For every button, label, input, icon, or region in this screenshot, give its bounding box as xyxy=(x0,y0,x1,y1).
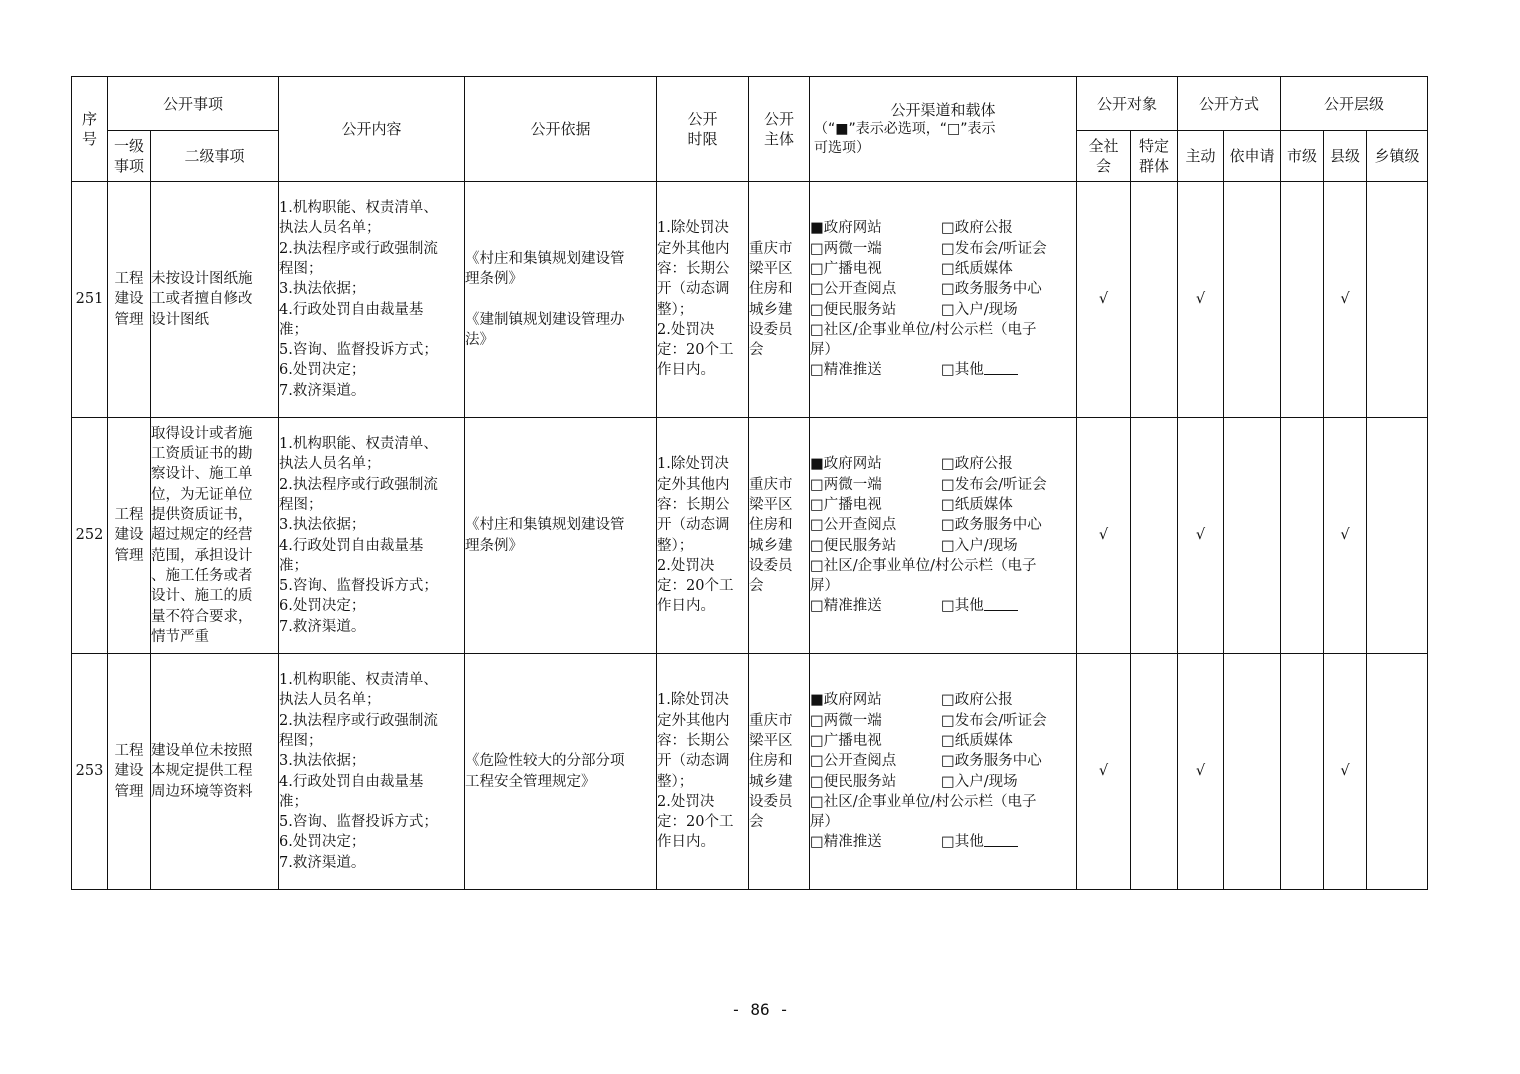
header-target-group-line-1: 特定 xyxy=(1139,137,1170,155)
content-line: 5.咨询、监督投诉方式； xyxy=(279,814,438,831)
level2-line: 建设单位未按照 xyxy=(151,743,253,760)
subject-line: 城乡建 xyxy=(749,773,793,790)
subject-line: 住房和 xyxy=(749,753,793,770)
channel-option: □发布会/听证会 xyxy=(941,240,1047,257)
check-target-all: √ xyxy=(1077,654,1131,890)
deadline-line: 作日内。 xyxy=(657,598,716,615)
level2-line: 工资质证书的勘 xyxy=(151,446,253,463)
header-level-town: 乡镇级 xyxy=(1367,131,1428,182)
level1-line: 工程 xyxy=(114,743,144,760)
content-line: 5.咨询、监督投诉方式； xyxy=(279,342,438,359)
content-line: 5.咨询、监督投诉方式； xyxy=(279,578,438,595)
content-line: 6.处罚决定； xyxy=(279,834,366,851)
row-content xyxy=(279,418,465,654)
channel-option-row xyxy=(810,596,1076,616)
content-line: 1.机构职能、权责清单、 xyxy=(279,672,438,689)
level2-line: 情节严重 xyxy=(151,628,209,645)
check-level-town xyxy=(1367,418,1428,654)
row-basis xyxy=(465,654,657,890)
channel-option-row xyxy=(810,832,1076,852)
header-level1 xyxy=(108,131,151,182)
content-line: 4.行政处罚自由裁量基 xyxy=(279,773,424,790)
channel-option-row xyxy=(810,772,1076,792)
deadline-line: 1.除处罚决 xyxy=(657,220,729,237)
header-channels-title: 公开渠道和载体 xyxy=(890,101,996,119)
subject-line: 住房和 xyxy=(749,281,793,298)
content-line: 3.执法依据； xyxy=(279,281,366,298)
content-line: 3.执法依据； xyxy=(279,517,366,534)
level2-line: 设计图纸 xyxy=(151,311,209,328)
level1-line: 工程 xyxy=(114,271,144,288)
channel-option: □其他 xyxy=(941,834,984,851)
content-line: 程图； xyxy=(279,496,323,513)
channel-option: □发布会/听证会 xyxy=(941,476,1047,493)
level1-line: 管理 xyxy=(114,547,144,564)
header-target-all-line-2: 会 xyxy=(1096,157,1112,175)
content-line: 4.行政处罚自由裁量基 xyxy=(279,301,424,318)
level2-line: 未按设计图纸施 xyxy=(151,271,253,288)
table-row xyxy=(72,654,1428,890)
channel-option: □发布会/听证会 xyxy=(941,712,1047,729)
level1-line: 建设 xyxy=(114,763,144,780)
content-line: 程图； xyxy=(279,732,323,749)
channel-option: □政务服务中心 xyxy=(941,517,1042,534)
header-basis: 公开依据 xyxy=(465,77,657,182)
row-subject xyxy=(749,654,810,890)
deadline-line: 定：20个工 xyxy=(657,578,734,595)
channel-option: □两微一端 xyxy=(810,240,882,257)
deadline-line: 2.处罚决 xyxy=(657,557,715,574)
header-method: 公开方式 xyxy=(1178,77,1281,131)
check-level-town xyxy=(1367,182,1428,418)
subject-line: 梁平区 xyxy=(749,732,793,749)
channel-option: □公开查阅点 xyxy=(810,281,897,298)
check-method-apply xyxy=(1224,182,1281,418)
channel-option: □便民服务站 xyxy=(810,773,897,790)
table-body xyxy=(72,182,1428,890)
header-subject-line-2: 主体 xyxy=(764,130,795,148)
row-seq: 251 xyxy=(72,182,108,418)
channel-option-row xyxy=(810,731,1076,751)
header-target-group-line-2: 群体 xyxy=(1139,157,1170,175)
content-line: 执法人员名单； xyxy=(279,456,381,473)
level1-line: 工程 xyxy=(114,507,144,524)
header-level: 公开层级 xyxy=(1281,77,1428,131)
deadline-line: 定：20个工 xyxy=(657,342,734,359)
channel-option-row xyxy=(810,218,1076,238)
basis-line: 《村庄和集镇规划建设管 xyxy=(465,517,625,534)
subject-line: 梁平区 xyxy=(749,496,793,513)
check-level-city xyxy=(1281,418,1324,654)
content-line: 2.执法程序或行政强制流 xyxy=(279,476,438,493)
channel-option: □纸质媒体 xyxy=(941,496,1013,513)
deadline-line: 容：长期公 xyxy=(657,260,730,277)
level1-line: 建设 xyxy=(114,527,144,544)
deadline-line: 开（动态调 xyxy=(657,281,730,298)
level2-line: 本规定提供工程 xyxy=(151,763,253,780)
header-level1-line-1: 一级 xyxy=(113,137,144,155)
header-level-city: 市级 xyxy=(1281,131,1324,182)
row-level1 xyxy=(108,418,151,654)
content-line: 6.处罚决定； xyxy=(279,598,366,615)
channel-option: 屏） xyxy=(810,814,840,831)
header-seq-line-2: 号 xyxy=(81,130,97,148)
channel-option: □入户/现场 xyxy=(941,301,1018,318)
channel-option: □社区/企事业单位/村公示栏（电子 xyxy=(810,793,1037,810)
channel-option: □广播电视 xyxy=(810,732,882,749)
channel-option: □入户/现场 xyxy=(941,773,1018,790)
channel-option: □两微一端 xyxy=(810,476,882,493)
level2-line: 周边环境等资料 xyxy=(151,783,253,800)
check-target-group xyxy=(1131,654,1178,890)
row-content xyxy=(279,654,465,890)
deadline-line: 2.处罚决 xyxy=(657,793,715,810)
header-deadline xyxy=(657,77,749,182)
channel-option: □便民服务站 xyxy=(810,537,897,554)
subject-line: 设委员 xyxy=(749,321,793,338)
check-level-county: √ xyxy=(1324,654,1367,890)
channel-option: □两微一端 xyxy=(810,712,882,729)
content-line: 4.行政处罚自由裁量基 xyxy=(279,537,424,554)
deadline-line: 容：长期公 xyxy=(657,496,730,513)
deadline-line: 开（动态调 xyxy=(657,517,730,534)
channel-option: □入户/现场 xyxy=(941,537,1018,554)
check-method-active: √ xyxy=(1178,654,1224,890)
table-row xyxy=(72,418,1428,654)
content-line: 准； xyxy=(279,321,309,338)
row-basis xyxy=(465,182,657,418)
channel-option-row xyxy=(810,536,1076,556)
row-level2 xyxy=(151,182,279,418)
header-channels-note-2: 可选项） xyxy=(814,140,871,156)
subject-line: 梁平区 xyxy=(749,260,793,277)
basis-line: 《危险性较大的分部分项 xyxy=(465,753,625,770)
header-seq-line-1: 序 xyxy=(81,110,97,128)
channel-option: □社区/企事业单位/村公示栏（电子 xyxy=(810,321,1037,338)
row-deadline xyxy=(657,654,749,890)
page-number: - 86 - xyxy=(731,1000,789,1019)
check-method-active: √ xyxy=(1178,182,1224,418)
channel-option: □广播电视 xyxy=(810,260,882,277)
row-seq: 252 xyxy=(72,418,108,654)
channel-option-row xyxy=(810,259,1076,279)
basis-line: 法》 xyxy=(465,331,495,348)
channel-option-row xyxy=(810,239,1076,259)
level1-line: 管理 xyxy=(114,311,144,328)
channel-option-row xyxy=(810,279,1076,299)
row-channels xyxy=(810,654,1077,890)
basis-line: 工程安全管理规定》 xyxy=(465,773,596,790)
header-seq xyxy=(72,77,108,182)
channel-option: □纸质媒体 xyxy=(941,732,1013,749)
check-level-city xyxy=(1281,182,1324,418)
header-level-county: 县级 xyxy=(1324,131,1367,182)
deadline-line: 开（动态调 xyxy=(657,753,730,770)
channel-option: □公开查阅点 xyxy=(810,517,897,534)
header-deadline-line-1: 公开 xyxy=(687,110,718,128)
row-level2 xyxy=(151,418,279,654)
channel-option: □精准推送 xyxy=(810,362,882,379)
channel-option: 屏） xyxy=(810,342,840,359)
header-items: 公开事项 xyxy=(108,77,279,131)
channel-option: □政务服务中心 xyxy=(941,281,1042,298)
row-level2 xyxy=(151,654,279,890)
header-channels-note-1: （“■”表示必选项，“□”表示 xyxy=(814,121,996,137)
channel-option-row xyxy=(810,515,1076,535)
header-deadline-line-2: 时限 xyxy=(687,130,718,148)
deadline-line: 1.除处罚决 xyxy=(657,456,729,473)
deadline-line: 作日内。 xyxy=(657,362,716,379)
channel-option-row xyxy=(810,751,1076,771)
row-deadline xyxy=(657,418,749,654)
table-row xyxy=(72,182,1428,418)
content-line: 2.执法程序或行政强制流 xyxy=(279,240,438,257)
check-target-all: √ xyxy=(1077,418,1131,654)
channel-option: ■政府网站 xyxy=(810,220,882,237)
level2-line: 超过规定的经营 xyxy=(151,527,253,544)
header-subject xyxy=(749,77,810,182)
level2-line: 设计、施工的质 xyxy=(151,588,253,605)
channel-option: □便民服务站 xyxy=(810,301,897,318)
content-line: 执法人员名单； xyxy=(279,692,381,709)
content-line: 执法人员名单； xyxy=(279,220,381,237)
header-target: 公开对象 xyxy=(1077,77,1178,131)
row-seq: 253 xyxy=(72,654,108,890)
deadline-line: 2.处罚决 xyxy=(657,321,715,338)
check-target-all: √ xyxy=(1077,182,1131,418)
header-method-active: 主动 xyxy=(1178,131,1224,182)
deadline-line: 定外其他内 xyxy=(657,240,730,257)
channel-option: □政府公报 xyxy=(941,220,1013,237)
channel-option-row xyxy=(810,690,1076,710)
row-channels xyxy=(810,418,1077,654)
channel-option: 屏） xyxy=(810,578,840,595)
content-line: 准； xyxy=(279,793,309,810)
header-target-group xyxy=(1131,131,1178,182)
channel-option: □公开查阅点 xyxy=(810,753,897,770)
subject-line: 会 xyxy=(749,578,764,595)
basis-line: 理条例》 xyxy=(465,271,524,288)
row-subject xyxy=(749,418,810,654)
subject-line: 重庆市 xyxy=(749,712,793,729)
header-target-all-line-1: 全社 xyxy=(1088,137,1119,155)
check-method-apply xyxy=(1224,418,1281,654)
content-line: 7.救济渠道。 xyxy=(279,382,366,399)
channel-option: ■政府网站 xyxy=(810,456,882,473)
content-line: 6.处罚决定； xyxy=(279,362,366,379)
channel-option: □政务服务中心 xyxy=(941,753,1042,770)
check-level-county: √ xyxy=(1324,182,1367,418)
channel-option-row xyxy=(810,711,1076,731)
channel-option: □广播电视 xyxy=(810,496,882,513)
check-method-apply xyxy=(1224,654,1281,890)
check-target-group xyxy=(1131,418,1178,654)
check-level-city xyxy=(1281,654,1324,890)
content-line: 7.救济渠道。 xyxy=(279,854,366,871)
channel-option-row xyxy=(810,495,1076,515)
level2-line: 提供资质证书， xyxy=(151,507,253,524)
deadline-line: 整）； xyxy=(657,773,694,790)
row-channels xyxy=(810,182,1077,418)
content-line: 1.机构职能、权责清单、 xyxy=(279,436,438,453)
channel-option: □社区/企事业单位/村公示栏（电子 xyxy=(810,557,1037,574)
level2-line: 工或者擅自修改 xyxy=(151,291,253,308)
level2-line: 察设计、施工单 xyxy=(151,466,253,483)
level2-line: 、施工任务或者 xyxy=(151,567,253,584)
subject-line: 会 xyxy=(749,814,764,831)
channel-option-row xyxy=(810,475,1076,495)
header-channels xyxy=(810,77,1077,182)
row-content xyxy=(279,182,465,418)
content-line: 3.执法依据； xyxy=(279,753,366,770)
channel-option: □其他 xyxy=(941,362,984,379)
header-method-apply: 依申请 xyxy=(1224,131,1281,182)
channel-option: ■政府网站 xyxy=(810,692,882,709)
level2-line: 取得设计或者施 xyxy=(151,425,253,442)
subject-line: 重庆市 xyxy=(749,476,793,493)
level1-line: 建设 xyxy=(114,291,144,308)
other-blank-line xyxy=(984,832,1018,847)
channel-option: □其他 xyxy=(941,598,984,615)
subject-line: 会 xyxy=(749,342,764,359)
deadline-line: 定外其他内 xyxy=(657,476,730,493)
deadline-line: 定外其他内 xyxy=(657,712,730,729)
content-line: 准； xyxy=(279,557,309,574)
subject-line: 设委员 xyxy=(749,793,793,810)
deadline-line: 作日内。 xyxy=(657,834,716,851)
content-line: 1.机构职能、权责清单、 xyxy=(279,200,438,217)
deadline-line: 定：20个工 xyxy=(657,814,734,831)
check-target-group xyxy=(1131,182,1178,418)
subject-line: 城乡建 xyxy=(749,301,793,318)
level2-line: 范围，承担设计 xyxy=(151,547,253,564)
other-blank-line xyxy=(984,596,1018,611)
deadline-line: 容：长期公 xyxy=(657,732,730,749)
content-line: 2.执法程序或行政强制流 xyxy=(279,712,438,729)
channel-option: □政府公报 xyxy=(941,456,1013,473)
content-line: 程图； xyxy=(279,260,323,277)
level1-line: 管理 xyxy=(114,783,144,800)
subject-line: 设委员 xyxy=(749,557,793,574)
channel-option: □精准推送 xyxy=(810,834,882,851)
channel-option: □精准推送 xyxy=(810,598,882,615)
row-subject xyxy=(749,182,810,418)
header-level1-line-2: 事项 xyxy=(113,157,144,175)
content-line: 7.救济渠道。 xyxy=(279,618,366,635)
subject-line: 住房和 xyxy=(749,517,793,534)
check-level-county: √ xyxy=(1324,418,1367,654)
channel-option: □政府公报 xyxy=(941,692,1013,709)
basis-line: 《村庄和集镇规划建设管 xyxy=(465,250,625,267)
row-deadline xyxy=(657,182,749,418)
deadline-line: 整）； xyxy=(657,301,694,318)
basis-line xyxy=(465,290,656,310)
header-content: 公开内容 xyxy=(279,77,465,182)
channel-option: □纸质媒体 xyxy=(941,260,1013,277)
header-subject-line-1: 公开 xyxy=(764,110,795,128)
subject-line: 重庆市 xyxy=(749,240,793,257)
row-basis xyxy=(465,418,657,654)
deadline-line: 整）； xyxy=(657,537,694,554)
other-blank-line xyxy=(984,360,1018,375)
channel-option-row xyxy=(810,360,1076,380)
header-target-all xyxy=(1077,131,1131,182)
level2-line: 量不符合要求， xyxy=(151,608,253,625)
check-level-town xyxy=(1367,654,1428,890)
channel-option-row xyxy=(810,454,1076,474)
disclosure-table xyxy=(71,76,1428,890)
level2-line: 位，为无证单位 xyxy=(151,486,253,503)
subject-line: 城乡建 xyxy=(749,537,793,554)
channel-option-row xyxy=(810,300,1076,320)
basis-line: 《建制镇规划建设管理办 xyxy=(465,311,625,328)
basis-line: 理条例》 xyxy=(465,537,524,554)
row-level1 xyxy=(108,654,151,890)
deadline-line: 1.除处罚决 xyxy=(657,692,729,709)
row-level1 xyxy=(108,182,151,418)
header-level2: 二级事项 xyxy=(151,131,279,182)
check-method-active: √ xyxy=(1178,418,1224,654)
